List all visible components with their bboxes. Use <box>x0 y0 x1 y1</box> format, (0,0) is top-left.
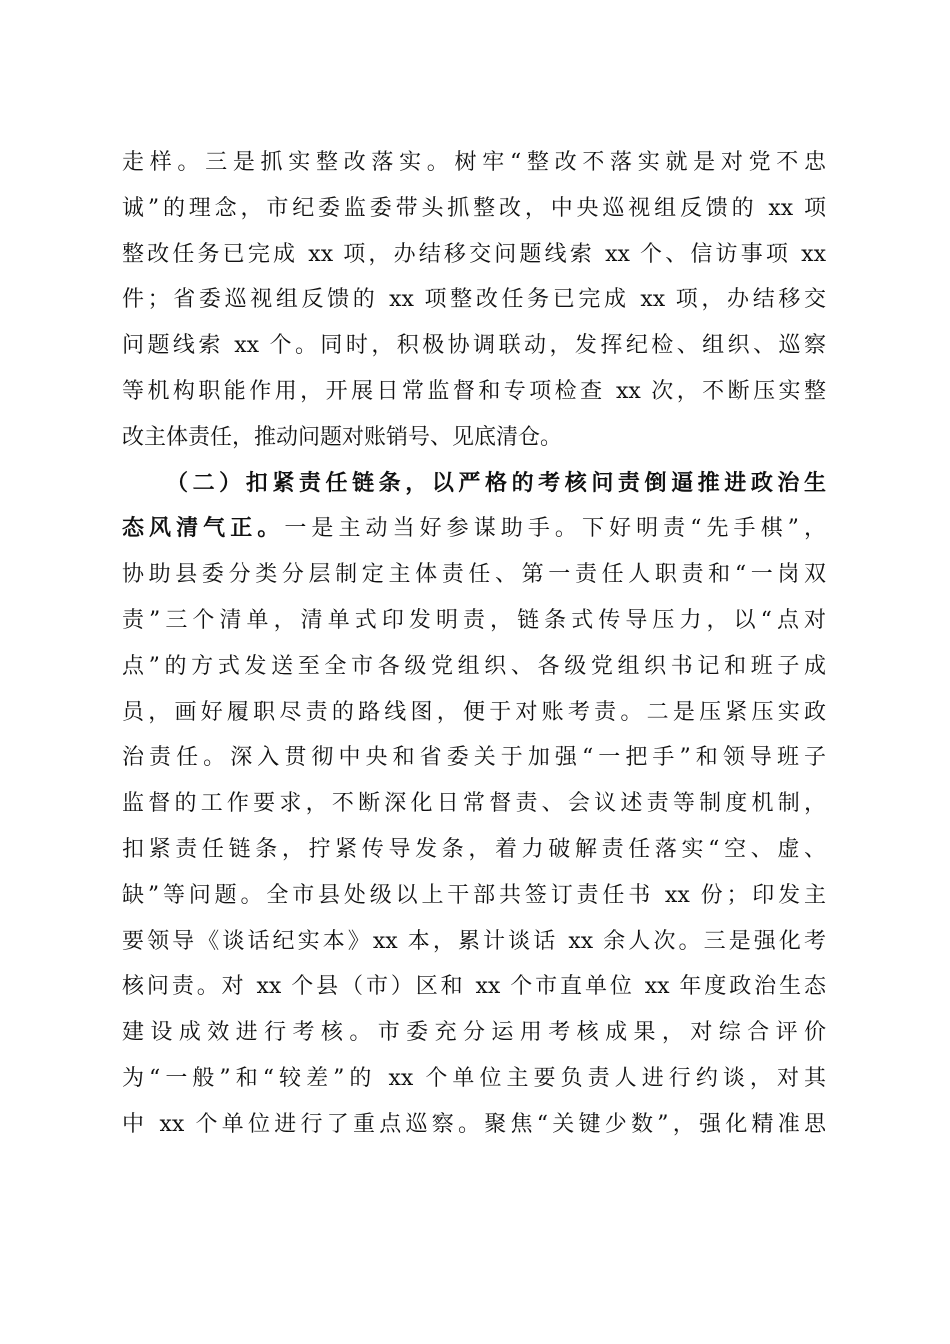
text-line-rest: 一是主动当好参谋助手。下好明责“先手棋”， <box>284 516 826 542</box>
text-line: 中 xx 个单位进行了重点巡察。聚焦“关键少数”，强化精准思 <box>122 1111 826 1137</box>
text-line: 点”的方式发送至全市各级党组织、各级党组织书记和班子成 <box>122 653 826 679</box>
document-body <box>122 140 826 1148</box>
text-line: 件；省委巡视组反馈的 xx 项整改任务已完成 xx 项，办结移交 <box>122 287 826 313</box>
text-line: 协助县委分类分层制定主体责任、第一责任人职责和“一岗双 <box>122 562 826 588</box>
text-line: 等机构职能作用，开展日常监督和专项检查 xx 次，不断压实整 <box>122 378 826 404</box>
section-heading-end: 态风清气正。 <box>122 515 285 542</box>
text-line: 员，画好履职尽责的路线图，便于对账考责。二是压紧压实政 <box>122 699 826 725</box>
text-line: 改主体责任，推动问题对账销号、见底清仓。 <box>122 424 563 450</box>
text-line: 扣紧责任链条，拧紧传导发条，着力破解责任落实“空、虚、 <box>122 836 826 862</box>
text-line: 整改任务已完成 xx 项，办结移交问题线索 xx 个、信访事项 xx <box>122 241 826 267</box>
text-line: 监督的工作要求，不断深化日常督责、会议述责等制度机制， <box>122 791 826 817</box>
text-line <box>122 506 826 552</box>
text-line: 为“一般”和“较差”的 xx 个单位主要负责人进行约谈，对其 <box>122 1065 826 1091</box>
paragraph <box>122 140 826 461</box>
section-heading: （二）扣紧责任链条，以严格的考核问责倒逼推进政治生 <box>166 469 826 496</box>
text-line: 要领导《谈话纪实本》xx 本，累计谈话 xx 余人次。三是强化考 <box>122 928 826 954</box>
paragraph <box>122 461 826 1148</box>
text-line: 诚”的理念，市纪委监委带头抓整改，中央巡视组反馈的 xx 项 <box>122 195 826 221</box>
text-line: 走样。三是抓实整改落实。树牢“整改不落实就是对党不忠 <box>122 150 826 175</box>
text-line: 缺”等问题。全市县处级以上干部共签订责任书 xx 份；印发主 <box>122 882 826 908</box>
text-line: 责”三个清单，清单式印发明责，链条式传导压力，以“点对 <box>122 607 826 633</box>
text-line: 治责任。深入贯彻中央和省委关于加强“一把手”和领导班子 <box>122 745 826 771</box>
text-line: 问题线索 xx 个。同时，积极协调联动，发挥纪检、组织、巡察 <box>122 333 826 359</box>
text-line: 建设成效进行考核。市委充分运用考核成果，对综合评价 <box>122 1020 826 1046</box>
text-line: 核问责。对 xx 个县（市）区和 xx 个市直单位 xx 年度政治生态 <box>122 974 826 1000</box>
